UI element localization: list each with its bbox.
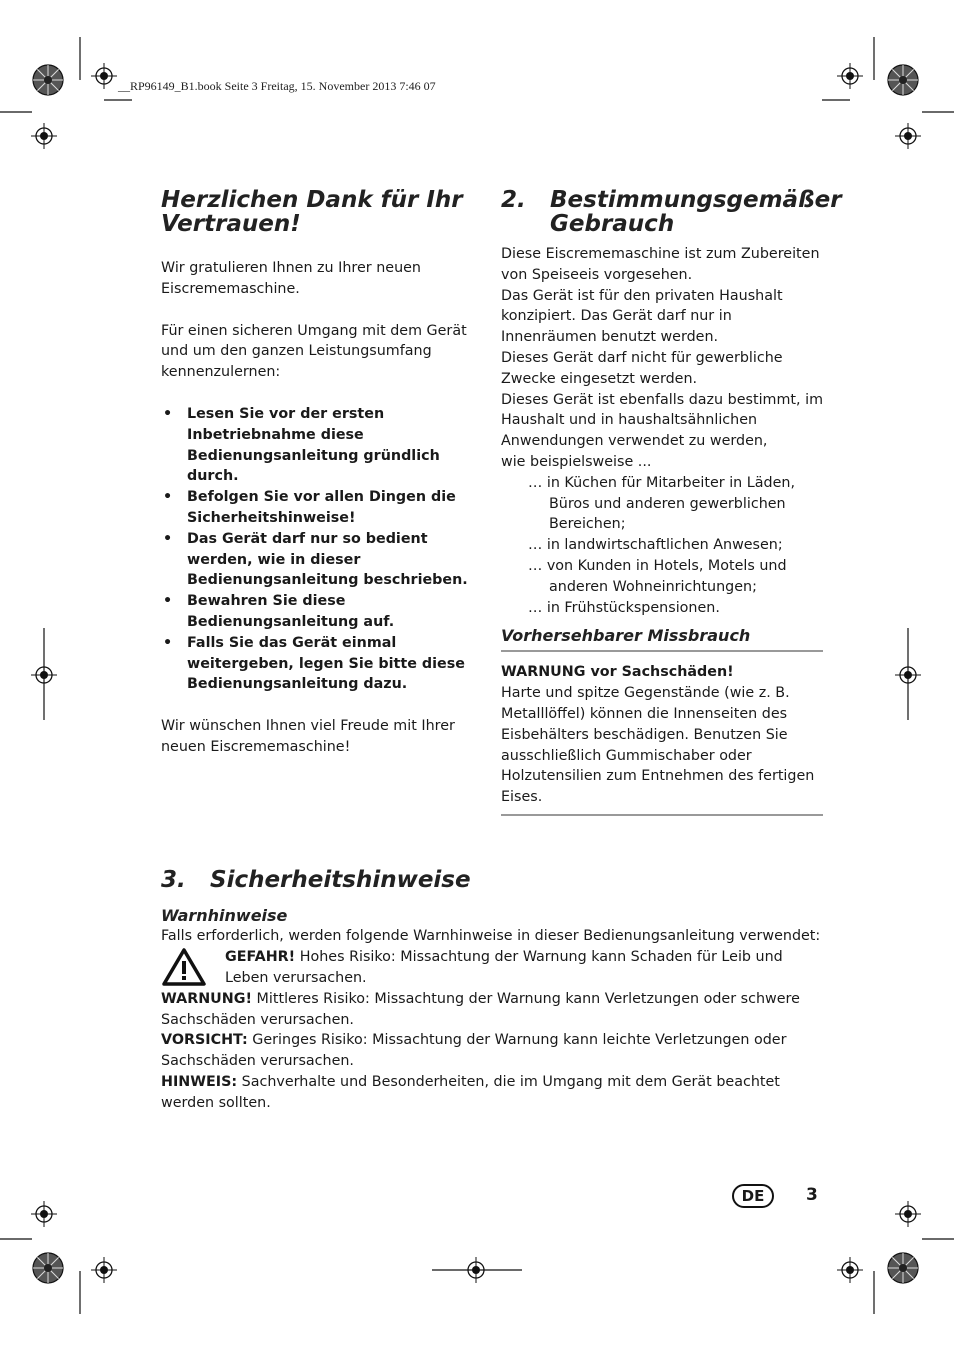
list-item: • Bewahren Sie diese Bedienungsanleitung auf.: [161, 591, 483, 633]
danger-row: [161, 947, 825, 989]
usage-p5: wie beispielsweise ...: [501, 453, 652, 470]
safety-intro: Falls erforderlich, werden folgende Warnhinweise in dieser Bedienungsanleitung verwendet:: [161, 928, 821, 944]
list-item: • Das Gerät darf nur so bedient werden, wie in dieser Bedienungsanleitung beschrieben.: [161, 529, 483, 591]
usage-title: Bestimmungsgemäßer Gebrauch: [550, 187, 842, 237]
caution-label: VORSICHT:: [161, 1032, 248, 1049]
thanks-intro: Wir gratulieren Ihnen zu Ihrer neuen Eiscrememaschine.: [161, 260, 421, 297]
divider: [501, 650, 823, 652]
note-label: HINWEIS:: [161, 1073, 238, 1090]
thanks-bullet-list: [161, 404, 483, 695]
list-item: • Falls Sie das Gerät einmal weitergeben, legen Sie bitte diese Bedienungsanleitung dazu.: [161, 633, 483, 695]
thanks-section: [161, 188, 483, 758]
list-item: … von Kunden in Hotels, Motels und anderen Wohneinrichtungen;: [528, 557, 787, 595]
usage-warning-label: WARNUNG vor Sachschäden!: [501, 664, 734, 681]
usage-example-list: [501, 473, 823, 619]
list-item: … in landwirtschaftlichen Anwesen;: [528, 537, 783, 554]
list-item: • Befolgen Sie vor allen Dingen die Sicherheitshinweise!: [161, 487, 483, 529]
thanks-lead: Für einen sicheren Umgang mit dem Gerät und um den ganzen Leistungsumfang kennenzulernen:: [161, 322, 467, 381]
list-item: • Lesen Sie vor der ersten Inbetriebnahme diese Bedienungsanleitung gründlich durch.: [161, 404, 483, 487]
danger-label: GEFAHR!: [225, 948, 296, 965]
usage-p1: Diese Eiscrememaschine ist zum Zubereiten von Speiseeis vorgesehen.: [501, 246, 820, 283]
print-header: __RP96149_B1.book Seite 3 Freitag, 15. November 2013 7:46 07: [118, 79, 436, 93]
note-text: Sachverhalte und Besonderheiten, die im Umgang mit dem Gerät beachtet werden sollten.: [161, 1073, 780, 1111]
misuse-heading: Vorhersehbarer Missbrauch: [501, 626, 751, 646]
usage-p3: Dieses Gerät darf nicht für gewerbliche Zwecke eingesetzt werden.: [501, 349, 783, 387]
warning-triangle-icon: [161, 947, 207, 987]
divider: [501, 814, 823, 816]
safety-number: 3.: [161, 867, 186, 893]
list-item: … in Küchen für Mitarbeiter in Läden, Büros und anderen gewerblichen Bereichen;: [528, 474, 795, 533]
language-badge: DE: [732, 1184, 774, 1208]
usage-p2: Das Gerät ist für den privaten Haushalt konzipiert. Das Gerät darf nur in Innenräumen benutzt werden.: [501, 287, 783, 346]
warning-label: WARNUNG!: [161, 990, 252, 1007]
caution-text: Geringes Risiko: Missachtung der Warnung kann leichte Verletzungen oder Sachschäden verursachen.: [161, 1032, 787, 1070]
usage-warning-text: Harte und spitze Gegenstände (wie z. B. Metalllöffel) können die Innenseiten des Eisbehälters beschädigen. Benutzen Sie ausschließlich Gummischaber oder Holzutensilien zum Entnehmen des fertigen Eises.: [501, 685, 815, 806]
usage-p4: Dieses Gerät ist ebenfalls dazu bestimmt, im Haushalt und in haushaltsähnlichen Anwendungen verwendet zu werden,: [501, 391, 824, 450]
safety-section: [161, 868, 825, 1114]
usage-section: [501, 187, 842, 816]
list-item: … in Frühstückspensionen.: [528, 599, 720, 616]
usage-number: 2.: [501, 187, 526, 213]
thanks-closing: Wir wünschen Ihnen viel Freude mit Ihrer neuen Eiscrememaschine!: [161, 718, 455, 755]
safety-title: Sicherheitshinweise: [210, 867, 471, 893]
safety-subheading: Warnhinweise: [161, 906, 288, 925]
page-number: 3: [806, 1185, 818, 1205]
danger-text: Hohes Risiko: Missachtung der Warnung kann Schaden für Leib und Leben verursachen.: [225, 948, 783, 986]
thanks-title: Herzlichen Dank für Ihr Vertrauen!: [161, 187, 463, 237]
warning-text: Mittleres Risiko: Missachtung der Warnung kann Verletzungen oder schwere Sachschäden verursachen.: [161, 990, 800, 1028]
